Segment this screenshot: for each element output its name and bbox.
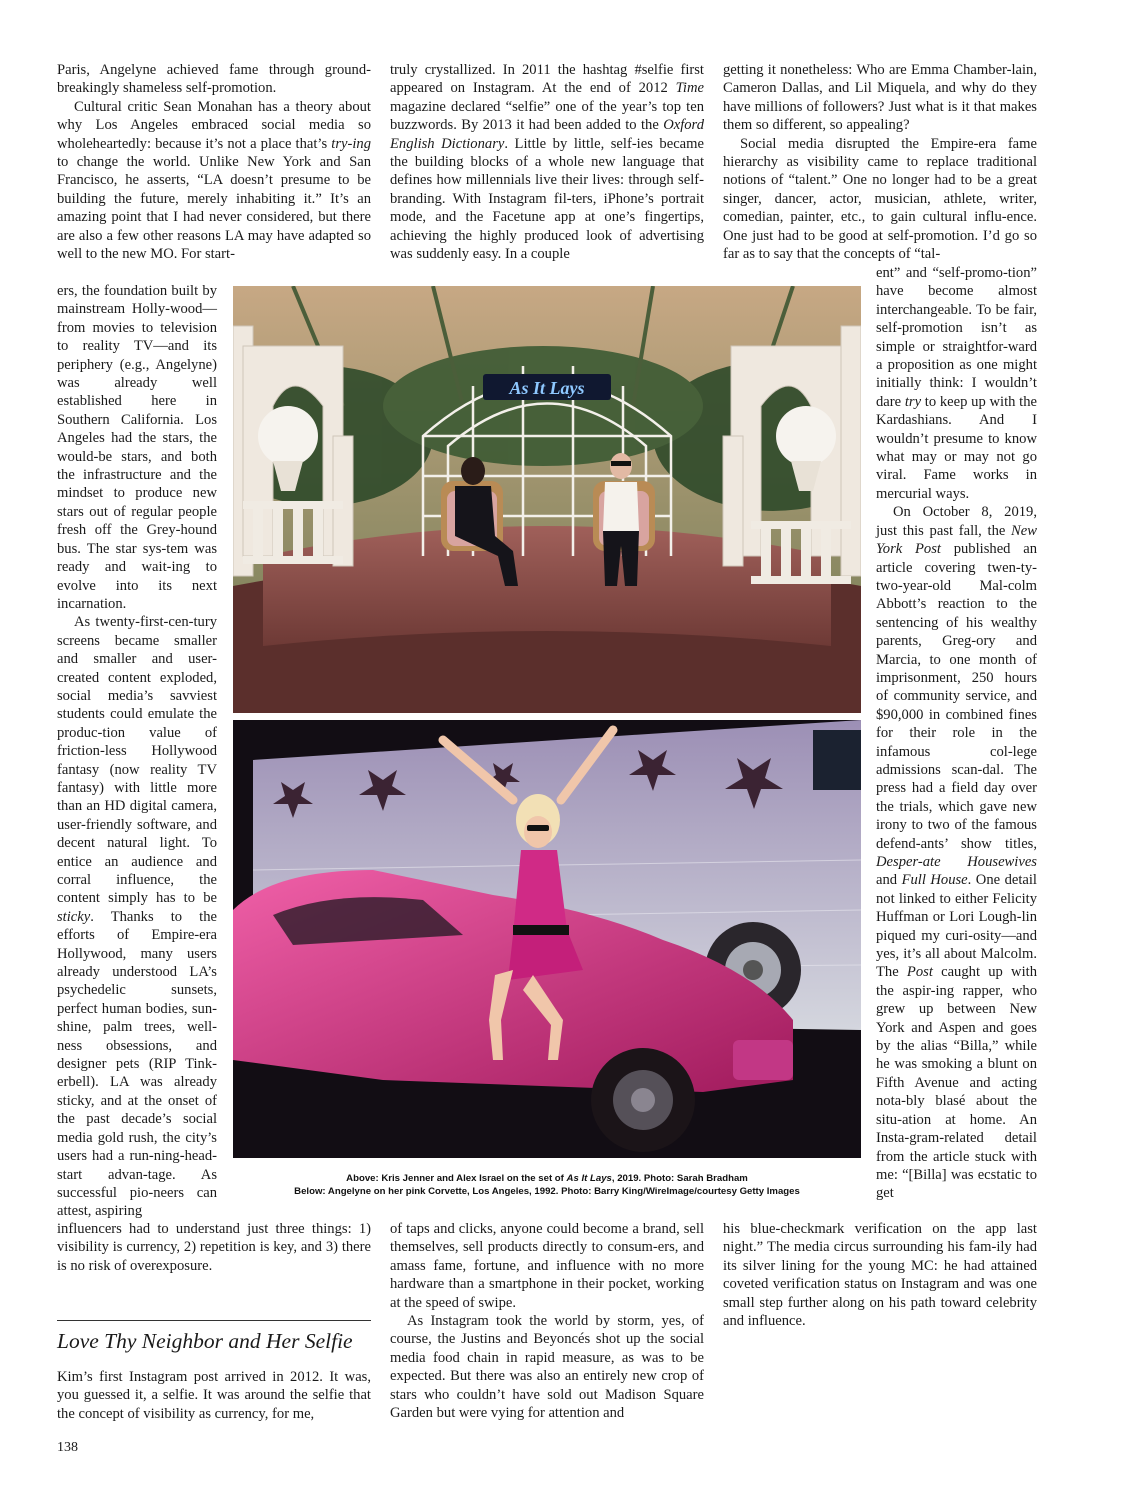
col3-bottom-text — [723, 1220, 1037, 1330]
paragraph: of taps and clicks, anyone could become a brand, sell themselves, sell products directly to consum-ers, and amass fame, fortune, and influence with no more hardware than a smartphone in their pocket, working at the speed of swipe. — [390, 1221, 704, 1311]
paragraph: getting it nonetheless: Who are Emma Chamber-lain, Cameron Dallas, and Lil Miquela, and why do they have millions of followers? Just what is it that makes them so different, so appealing? — [723, 62, 1037, 134]
photo-as-it-lays-set — [233, 286, 861, 713]
paragraph: As twenty-first-cen-tury screens became smaller and smaller and user-created content exploded, social media’s savviest students could emulate the produc-tion value of friction-less Hollywood fantasy (now reality TV fantasy) with little more than an HD digital camera, user-friendly software, and decent natural light. To entice an audience and corral influence, the content simply has to be sticky. Thanks to the efforts of Empire-era Hollywood, many users already understood LA’s psychedelic sunsets, perfect human bodies, sun-shine, palm trees, well-ness obsessions, and designer pets (RIP Tink-erbell). LA was already sticky, and at the onset of the past decade’s social media gold rush, the city’s users had a run-ning-head-start advan-tage. As successful pio-neers can attest, aspiring — [57, 614, 217, 1220]
caption-line-above: Above: Kris Jenner and Alex Israel on the set of As It Lays, 2019. Photo: Sarah Bradham — [346, 1173, 748, 1184]
col1-bottom-text — [57, 1220, 371, 1275]
paragraph: On October 8, 2019, just this past fall, the New York Post published an article covering twen-ty-two-year-old Mal-colm Abbott’s reaction to the sentencing of his wealthy parents, Greg-ory and Marcia, to one month of imprisonment, 250 hours of community service, and $90,000 in combined fines for their role in the infamous col-lege admissions scan-dal. The press had a field day over the trials, which gave new irony to two of the famous defend-ants’ show titles, Desper-ate Housewives and Full House. One detail not linked to either Felicity Huffman or Lori Lough-lin piqued my curi-osity—and yes, it’s all about Malcolm. The Post caught up with the aspir-ing rapper, who grew up between New York and Aspen and goes by the alias “Billa,” while he was smoking a blunt on Fifth Avenue and acting nota-bly blasé about the situ-ation at home. An Insta-gram-related detail from the article stuck with me: “[Billa] was ecstatic to get — [876, 504, 1038, 1202]
col1-narrow-text — [57, 282, 217, 1221]
paragraph: influencers had to understand just three things: 1) visibility is currency, 2) repetition is key, and 3) there is no risk of overexposure. — [57, 1221, 371, 1274]
col1-after-heading-text — [57, 1368, 371, 1423]
page-number: 138 — [57, 1440, 78, 1455]
photo-caption — [233, 1172, 861, 1198]
col3-narrow-text — [876, 264, 1037, 1203]
section-heading: Love Thy Neighbor and Her Selfie — [57, 1329, 353, 1353]
paragraph: Kim’s first Instagram post arrived in 2012. It was, you guessed it, a selfie. It was around the selfie that the concept of visibility as currency, for me, — [57, 1369, 371, 1422]
col2-bottom-text — [390, 1220, 704, 1422]
photo-angelyne-corvette — [233, 720, 861, 1158]
neon-sign-text: As It Lays — [509, 378, 585, 398]
corvette-illustration — [233, 720, 861, 1158]
paragraph: As Instagram took the world by storm, yes, of course, the Justins and Beyoncés shot up the social media food chain in rapid measure, as was to be expected. But there was also an entirely new crop of stars who couldn’t have sold out Madison Square Garden but were vying for attention and — [390, 1313, 704, 1422]
paragraph: Paris, Angelyne achieved fame through ground-breakingly shameless self-promotion. — [57, 62, 371, 97]
col3-top-text — [723, 61, 1037, 263]
paragraph: Cultural critic Sean Monahan has a theory about why Los Angeles embraced social media so wholeheartedly: because it’s not a place that’s try-ing to change the world. Unlike New York and San Francisco, he asserts, “LA doesn’t presume to be building the future, merely inhabiting it.” It’s an amazing point that I had never considered, but there are also a few other reasons LA may have adapted so well to the new MO. For start- — [57, 98, 371, 263]
set-illustration — [233, 286, 861, 713]
section-rule — [57, 1320, 371, 1321]
caption-line-below: Below: Angelyne on her pink Corvette, Los Angeles, 1992. Photo: Barry King/WireImage/courtesy Getty Images — [294, 1186, 800, 1197]
paragraph: truly crystallized. In 2011 the hashtag #selfie first appeared on Instagram. At the end of 2012 Time magazine declared “selfie” one of the year’s top ten buzzwords. By 2013 it had been added to the Oxford English Dictionary. Little by little, self-ies became the building blocks of a whole new language that defines how millennials live their lives: through self-branding. With Instagram fil-ters, iPhone’s portrait mode, and the Facetune app at one’s fingertips, achieving the highly produced look of advertising was suddenly easy. In a couple — [390, 62, 704, 263]
paragraph: his blue-checkmark verification on the app last night.” The media circus surrounding his fam-ily had its silver lining for the young MC: he had attained coveted verification status on Instagram and was one small step further along on his path toward celebrity and influence. — [723, 1221, 1037, 1330]
col2-top-text — [390, 61, 704, 263]
paragraph: ent” and “self-promo-tion” have become almost interchangeable. To be fair, self-promotion isn’t as simple or straightfor-ward a proposition as one might initially think: I wouldn’t dare try to keep up with the Kardashians. And I wouldn’t presume to know what may or may not go viral. Fame works in mercurial ways. — [876, 265, 1037, 502]
paragraph: Social media disrupted the Empire-era fame hierarchy as visibility came to replace traditional notions of “talent.” One no longer had to be a great singer, dancer, actor, musician, athlete, writer, comedian, painter, etc., to gain cultural influ-ence. One just had to be good at self-promotion. I’d go so far as to say that the concepts of “tal- — [723, 135, 1037, 263]
col1-top-text — [57, 61, 371, 263]
paragraph: ers, the foundation built by mainstream Holly-wood—from movies to television to reality TV—and its periphery (e.g., Angelyne) was already well established here in Southern California. Los Angeles had the stars, the would-be stars, and both the infrastructure and the mindset to produce new stars out of regular people fresh off the Grey-hound bus. The star sys-tem was ready and wait-ing to evolve into its next incarnation. — [57, 283, 217, 612]
